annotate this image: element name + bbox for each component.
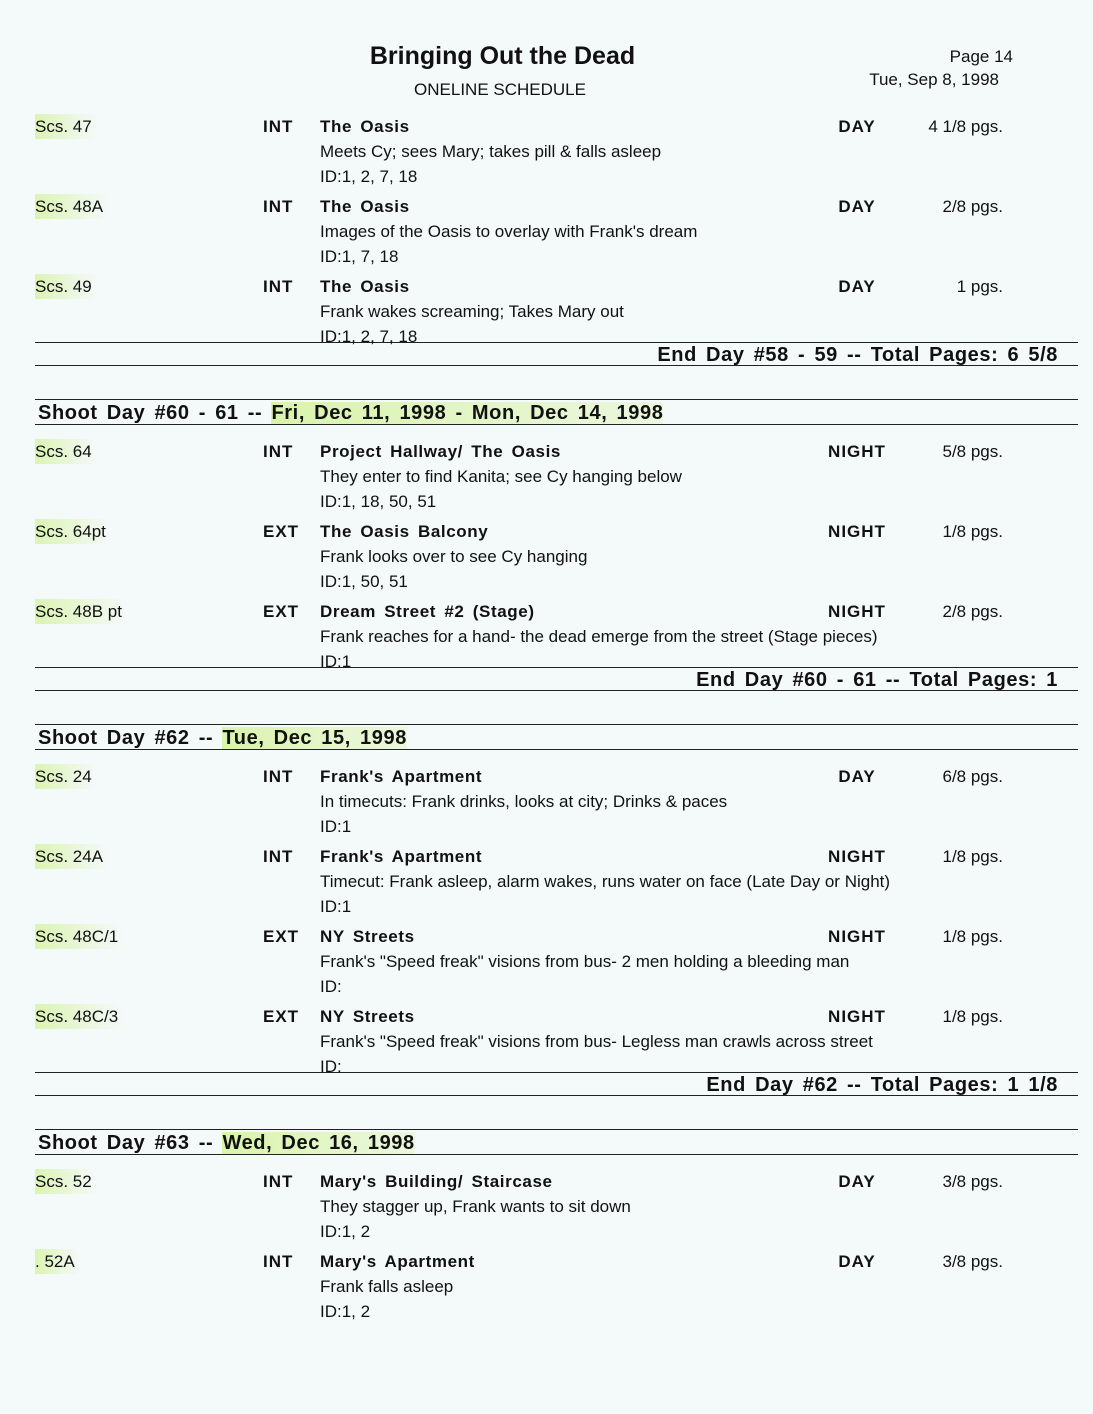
cast-ids: ID:1, 2, 7, 18 — [320, 327, 418, 346]
day-night: DAY — [838, 117, 876, 136]
cast-ids: ID: — [320, 1057, 342, 1076]
shoot-day-date: Wed, Dec 16, 1998 — [222, 1132, 415, 1154]
scene-number: Scs. 47 — [35, 114, 96, 139]
int-ext: EXT — [263, 927, 300, 946]
scene-description: Frank reaches for a hand- the dead emerge from the street (Stage pieces) — [320, 627, 878, 646]
shoot-day-label: Shoot Day #62 -- — [38, 727, 223, 749]
scene-number: . 52A — [35, 1249, 79, 1274]
scene-row — [35, 924, 1078, 1004]
page-count: 5/8 pgs. — [942, 442, 1003, 461]
cast-ids: ID: — [320, 977, 342, 996]
scene-description: They stagger up, Frank wants to sit down — [320, 1197, 631, 1216]
int-ext: EXT — [263, 1007, 300, 1026]
scene-row — [35, 844, 1078, 924]
scene-number: Scs. 48B pt — [35, 599, 126, 624]
day-night: NIGHT — [828, 442, 886, 461]
scene-number: Scs. 64 — [35, 439, 96, 464]
page-count: 3/8 pgs. — [942, 1252, 1003, 1271]
day-night: NIGHT — [828, 1007, 886, 1026]
page-count: 1 pgs. — [956, 277, 1003, 296]
scene-description: They enter to find Kanita; see Cy hanging below — [320, 467, 682, 486]
shoot-day-header — [35, 1129, 1078, 1155]
scene-number: Scs. 48A — [35, 194, 107, 219]
scene-description: Meets Cy; sees Mary; takes pill & falls asleep — [320, 142, 662, 161]
cast-ids: ID:1, 18, 50, 51 — [320, 492, 437, 511]
day-night: DAY — [838, 277, 876, 296]
set-name: The Oasis — [320, 277, 410, 296]
day-night: DAY — [838, 1172, 876, 1191]
page-count: 4 1/8 pgs. — [928, 117, 1003, 136]
page-count: 1/8 pgs. — [942, 847, 1003, 866]
int-ext: INT — [263, 847, 294, 866]
scene-row — [35, 274, 1078, 354]
shoot-day-date: Tue, Dec 15, 1998 — [222, 727, 407, 749]
schedule-body — [35, 114, 1078, 1329]
page-count: 1/8 pgs. — [942, 522, 1003, 541]
page-count: 3/8 pgs. — [942, 1172, 1003, 1191]
document-title: Bringing Out the Dead — [369, 42, 636, 70]
cast-ids: ID:1, 2 — [320, 1222, 371, 1241]
page-count: 1/8 pgs. — [942, 1007, 1003, 1026]
int-ext: EXT — [263, 522, 300, 541]
scene-row — [35, 194, 1078, 274]
document-subtitle: ONELINE SCHEDULE — [414, 80, 586, 99]
print-date: Tue, Sep 8, 1998 — [869, 70, 999, 89]
scene-number: Scs. 52 — [35, 1169, 96, 1194]
scene-description: In timecuts: Frank drinks, looks at city; Drinks & paces — [320, 792, 728, 811]
page-number: Page 14 — [949, 47, 1013, 66]
scene-description: Timecut: Frank asleep, alarm wakes, runs water on face (Late Day or Night) — [320, 872, 891, 891]
cast-ids: ID:1, 7, 18 — [320, 247, 399, 266]
scene-row — [35, 1249, 1078, 1329]
set-name: Project Hallway/ The Oasis — [320, 442, 561, 461]
int-ext: INT — [263, 1172, 294, 1191]
scene-number: Scs. 48C/3 — [35, 1004, 122, 1029]
set-name: Frank's Apartment — [320, 847, 483, 866]
int-ext: INT — [263, 442, 294, 461]
scene-description: Frank's "Speed freak" visions from bus- 2 men holding a bleeding man — [320, 952, 850, 971]
day-night: DAY — [838, 767, 876, 786]
shoot-day-header — [35, 399, 1078, 425]
scene-row — [35, 764, 1078, 844]
scene-row — [35, 1004, 1078, 1084]
scene-number: Scs. 64pt — [35, 519, 110, 544]
shoot-day-date: Fri, Dec 11, 1998 - Mon, Dec 14, 1998 — [271, 402, 664, 424]
int-ext: INT — [263, 277, 294, 296]
end-day-total: End Day #62 -- Total Pages: 1 1/8 — [35, 1072, 1078, 1096]
int-ext: INT — [263, 1252, 294, 1271]
scene-number: Scs. 24 — [35, 764, 96, 789]
cast-ids: ID:1 — [320, 652, 352, 671]
set-name: Mary's Building/ Staircase — [320, 1172, 553, 1191]
int-ext: EXT — [263, 602, 300, 621]
set-name: The Oasis — [320, 197, 410, 216]
scene-row — [35, 599, 1078, 679]
scene-number: Scs. 48C/1 — [35, 924, 122, 949]
scene-description: Frank's "Speed freak" visions from bus- Legless man crawls across street — [320, 1032, 873, 1051]
int-ext: INT — [263, 767, 294, 786]
shoot-day-header — [35, 724, 1078, 750]
set-name: The Oasis — [320, 117, 410, 136]
scene-row — [35, 519, 1078, 599]
day-night: NIGHT — [828, 522, 886, 541]
shoot-day-label: Shoot Day #63 -- — [38, 1132, 223, 1154]
scene-description: Images of the Oasis to overlay with Frank's dream — [320, 222, 698, 241]
set-name: NY Streets — [320, 927, 415, 946]
int-ext: INT — [263, 197, 294, 216]
scene-row — [35, 114, 1078, 194]
day-night: NIGHT — [828, 927, 886, 946]
set-name: Dream Street #2 (Stage) — [320, 602, 535, 621]
int-ext: INT — [263, 117, 294, 136]
day-night: DAY — [838, 1252, 876, 1271]
scene-number: Scs. 49 — [35, 274, 96, 299]
day-night: NIGHT — [828, 847, 886, 866]
page-count: 1/8 pgs. — [942, 927, 1003, 946]
cast-ids: ID:1, 2, 7, 18 — [320, 167, 418, 186]
set-name: The Oasis Balcony — [320, 522, 489, 541]
page-count: 2/8 pgs. — [942, 197, 1003, 216]
set-name: Frank's Apartment — [320, 767, 483, 786]
scene-description: Frank falls asleep — [320, 1277, 454, 1296]
scene-row — [35, 439, 1078, 519]
shoot-day-label: Shoot Day #60 - 61 -- — [38, 402, 272, 424]
scene-number: Scs. 24A — [35, 844, 107, 869]
cast-ids: ID:1 — [320, 897, 352, 916]
scene-description: Frank wakes screaming; Takes Mary out — [320, 302, 624, 321]
day-night: DAY — [838, 197, 876, 216]
scene-row — [35, 1169, 1078, 1249]
cast-ids: ID:1, 50, 51 — [320, 572, 408, 591]
cast-ids: ID:1, 2 — [320, 1302, 371, 1321]
end-day-total: End Day #58 - 59 -- Total Pages: 6 5/8 — [35, 342, 1078, 366]
set-name: Mary's Apartment — [320, 1252, 475, 1271]
scene-description: Frank looks over to see Cy hanging — [320, 547, 588, 566]
set-name: NY Streets — [320, 1007, 415, 1026]
page-count: 2/8 pgs. — [942, 602, 1003, 621]
end-day-total: End Day #60 - 61 -- Total Pages: 1 — [35, 667, 1078, 691]
day-night: NIGHT — [828, 602, 886, 621]
cast-ids: ID:1 — [320, 817, 352, 836]
page-count: 6/8 pgs. — [942, 767, 1003, 786]
